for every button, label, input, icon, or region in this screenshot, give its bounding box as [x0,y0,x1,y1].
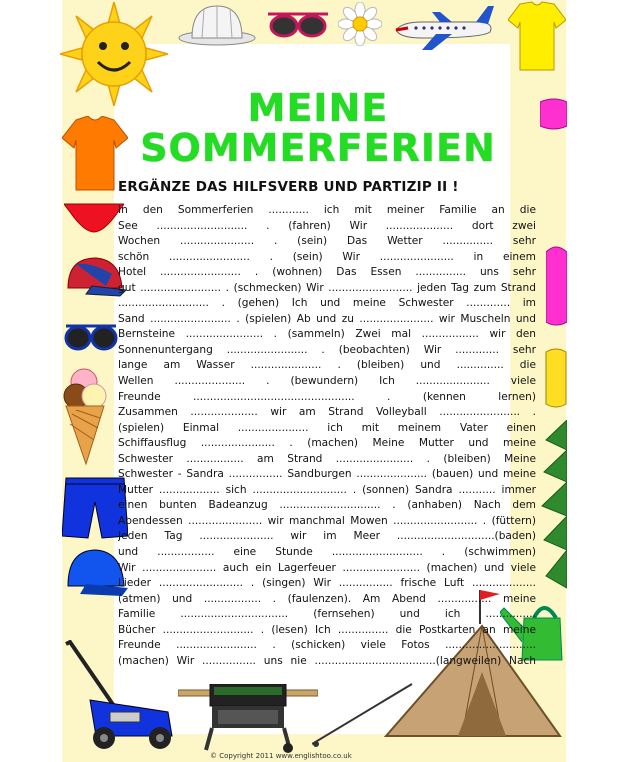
instruction-heading: ERGÄNZE DAS HILFSVERB UND PARTIZIP II ! [118,179,459,195]
exercise-line: Wir ...................... auch ein Lagerfeuer ....................... (machen) und viele [118,561,536,574]
exercise-line: See ........................... . (fahren) Wir .................... dort zwei [118,219,536,232]
exercise-line: (spielen) Einmal ..................... ich mit meinem Vater einen [118,421,536,434]
bikini-icon [546,242,567,328]
sandal-icon [544,346,567,410]
exercise-line: Schiffausflug ...................... . (machen) Meine Mutter und meine [118,437,536,450]
exercise-line: Bücher ........................... . (lesen) Ich ............... die Postkarten an meine [118,623,536,636]
exercise-line: (machen) Wir ................ uns nie ....................................(langweilen) Nach [118,654,536,667]
airplane-icon [392,4,496,52]
exercise-line: Sonnenuntergang ........................ . (beobachten) Wir ............. sehr [118,343,536,356]
exercise-line: ........................... . (gehen) Ich und meine Schwester ............. im [118,297,536,310]
page-title: SOMMERFERIEN [140,126,496,170]
exercise-line: Bernsteine ....................... . (sammeln) Zwei mal ................. wir den [118,328,536,341]
page-title: MEINE [247,86,389,130]
hat-icon [178,4,256,46]
exercise-line: Abendessen ...................... wir manchmal Mowen ......................... . (füttern) [118,514,536,527]
cap-icon [62,254,126,300]
exercise-line: und ................. eine Stunde ........................... . (schwimmen) [118,546,536,559]
daisy-icon [338,2,382,46]
exercise-line: Familie ................................ (fernsehen) und ich ............... [118,608,536,621]
plant-icon [540,420,567,600]
exercise-line: Wochen ...................... . (sein) Das Wetter ............... sehr [118,235,536,248]
exercise-line: schön ........................ . (sein) Wir ...................... in einem [118,250,536,263]
exercise-text [118,203,536,669]
exercise-line: gut ........................ . (schmecken) Wir ......................... jeden Tag zum Strand [118,281,536,294]
exercise-line: Schwester - Sandra ................ Sandburgen ..................... (bauen) und meine [118,468,536,481]
exercise-line: lange am Wasser ..................... . (bleiben) und .............. die [118,359,536,372]
exercise-line: Wellen ..................... . (bewundern) Ich ...................... viele [118,375,536,388]
tshirt-icon [508,0,566,72]
bikini-icon [64,200,124,234]
exercise-line: In den Sommerferien ............ ich mit meiner Familie an die [118,204,536,216]
exercise-line: Freunde ........................ . (schicken) viele Fotos ........................... [118,639,536,652]
exercise-line: (atmen) und ................. . (faulenzen). Am Abend ................ meine [118,592,536,605]
exercise-line: Hotel ........................ . (wohnen) Das Essen ............... uns sehr [118,266,536,279]
exercise-line: Mutter .................. sich ............................ . (sonnen) Sandra ........... immer [118,483,536,496]
exercise-line: Freunde ................................................ . (kennen lernen) [118,390,536,403]
exercise-line: einen bunten Badeanzug .............................. . (anhaben) Nach dem [118,499,536,512]
grill-icon [178,684,318,754]
flower-icon [540,96,567,132]
sunglasses-icon [266,6,330,40]
copyright-footer: © Copyright 2011 www.englishtoo.co.uk [210,752,352,760]
ice-cream-icon [62,366,108,466]
sunglasses-icon [62,314,120,354]
exercise-line: Lieder ......................... . (singen) Wir ................ frische Luft ................... [118,577,536,590]
exercise-line: Jeden Tag ...................... wir im Meer .............................(baden) [118,530,536,543]
exercise-line: Zusammen .................... wir am Strand Volleyball ........................ . [118,406,536,419]
exercise-line: Sand ........................ . (spielen) Ab und zu ...................... wir Muscheln und [118,312,536,325]
exercise-line: Schwester ................. am Strand ....................... . (bleiben) Meine [118,452,536,465]
